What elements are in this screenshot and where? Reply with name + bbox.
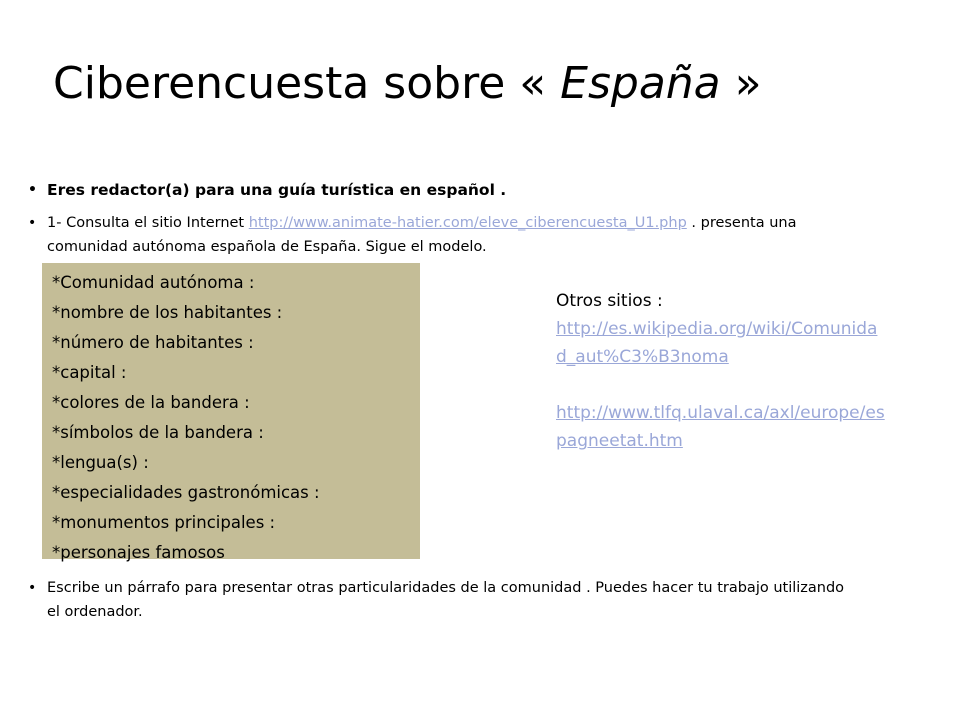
bullet-dot-icon: • xyxy=(28,182,37,198)
panel-item: *especialidades gastronómicas : xyxy=(52,483,320,502)
bullet-3-text: Escribe un párrafo para presentar otras particularidades de la comunidad . Puedes hacer tu trabajo utilizando el ordenador. xyxy=(47,580,845,620)
bullet-2-after: . presenta una comunidad autónoma española de España. Sigue el modelo. xyxy=(47,215,797,255)
bullet-1-text: Eres redactor(a) para una guía turística en español . xyxy=(47,181,507,199)
panel-item: *personajes famosos xyxy=(52,543,225,562)
tlfq-link[interactable]: http://www.tlfq.ulaval.ca/axl/europe/espagneetat.htm xyxy=(556,403,885,451)
panel-item: *capital : xyxy=(52,363,127,382)
panel-item: *número de habitantes : xyxy=(52,333,254,352)
title-italic: España xyxy=(560,58,721,109)
title-end: » xyxy=(720,58,762,109)
animate-hatier-link[interactable]: http://www.animate-hatier.com/eleve_ciberencuesta_U1.php xyxy=(248,215,687,231)
wikipedia-link[interactable]: http://es.wikipedia.org/wiki/Comunidad_aut%C3%B3noma xyxy=(556,319,878,367)
other-sites xyxy=(556,287,896,455)
panel-item: *monumentos principales : xyxy=(52,513,276,532)
panel-item: *colores de la bandera : xyxy=(52,393,250,412)
panel-item: *símbolos de la bandera : xyxy=(52,423,264,442)
bullet-2-before: 1- Consulta el sitio Internet xyxy=(47,215,249,231)
bullet-dot-icon: • xyxy=(28,215,37,231)
page-title xyxy=(53,60,762,108)
panel-item: *lengua(s) : xyxy=(52,453,149,472)
bullet-dot-icon: • xyxy=(28,580,37,596)
title-main: Ciberencuesta sobre « xyxy=(53,58,561,109)
other-sites-label: Otros sitios : xyxy=(556,291,663,311)
panel-item: *Comunidad autónoma : xyxy=(52,273,255,292)
bullet-2-text xyxy=(47,211,847,259)
panel-item: *nombre de los habitantes : xyxy=(52,303,283,322)
model-panel xyxy=(42,263,420,562)
